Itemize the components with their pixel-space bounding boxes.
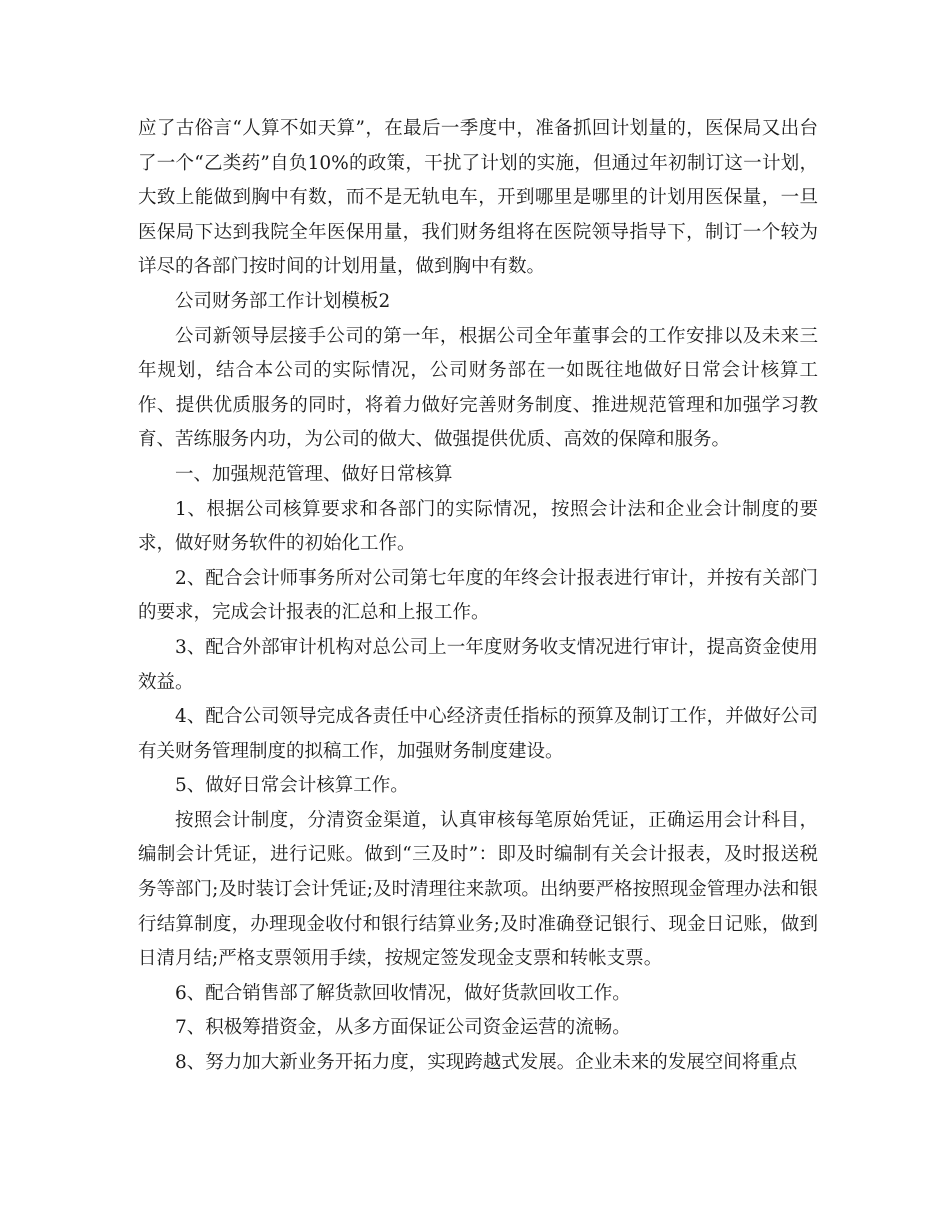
list-item: 5、做好日常会计核算工作。 bbox=[175, 775, 409, 797]
section-title: 公司财务部工作计划模板2 bbox=[175, 290, 391, 312]
paragraph-continuation: 应了古俗言“人算不如天算”，在最后一季度中，准备抓回计划量的，医保局又出台了一个“乙类药”自负10%的政策，干扰了计划的实施，但通过年初制订这一计划，大致上能做到胸中有数，而不是无轨电车，开到哪里是哪里的计划用医保量，一旦医保局下达到我院全年医保用量，我们财务组将在医院领导指导下，制订一个较为详尽的各部门按时间的计划用量，做到胸中有数。 bbox=[138, 118, 818, 278]
list-item: 3、配合外部审计机构对总公司上一年度财务收支情况进行审计，提高资金使用效益。 bbox=[138, 636, 818, 693]
section-heading: 一、加强规范管理、做好日常核算 bbox=[175, 463, 453, 485]
paragraph-intro: 公司新领导层接手公司的第一年，根据公司全年董事会的工作安排以及未来三年规划，结合本公司的实际情况，公司财务部在一如既往地做好日常会计核算工作、提供优质服务的同时，将着力做好完善财务制度、推进规范管理和加强学习教育、苦练服务内功，为公司的做大、做强提供优质、高效的保障和服务。 bbox=[138, 325, 818, 451]
list-item: 6、配合销售部了解货款回收情况，做好货款回收工作。 bbox=[175, 982, 631, 1004]
list-item: 4、配合公司领导完成各责任中心经济责任指标的预算及制订工作，并做好公司有关财务管理制度的拟稿工作，加强财务制度建设。 bbox=[138, 706, 818, 762]
list-item: 8、努力加大新业务开拓力度，实现跨越式发展。企业未来的发展空间将重点 bbox=[175, 1052, 798, 1074]
list-item: 1、根据公司核算要求和各部门的实际情况，按照会计法和企业会计制度的要求，做好财务软件的初始化工作。 bbox=[138, 498, 818, 555]
document-body bbox=[138, 112, 818, 1081]
paragraph-detail: 按照会计制度，分清资金渠道，认真审核每笔原始凭证，正确运用会计科目，编制会计凭证，进行记账。做到“三及时”：即及时编制有关会计报表，及时报送税务等部门;及时装订会计凭证;及时清理往来款项。出纳要严格按照现金管理办法和银行结算制度，办理现金收付和银行结算业务;及时准确登记银行、现金日记账，做到日清月结;严格支票领用手续，按规定签发现金支票和转帐支票。 bbox=[138, 809, 818, 970]
list-item: 2、配合会计师事务所对公司第七年度的年终会计报表进行审计，并按有关部门的要求，完成会计报表的汇总和上报工作。 bbox=[138, 567, 818, 624]
list-item: 7、积极筹措资金，从多方面保证公司资金运营的流畅。 bbox=[175, 1017, 631, 1039]
